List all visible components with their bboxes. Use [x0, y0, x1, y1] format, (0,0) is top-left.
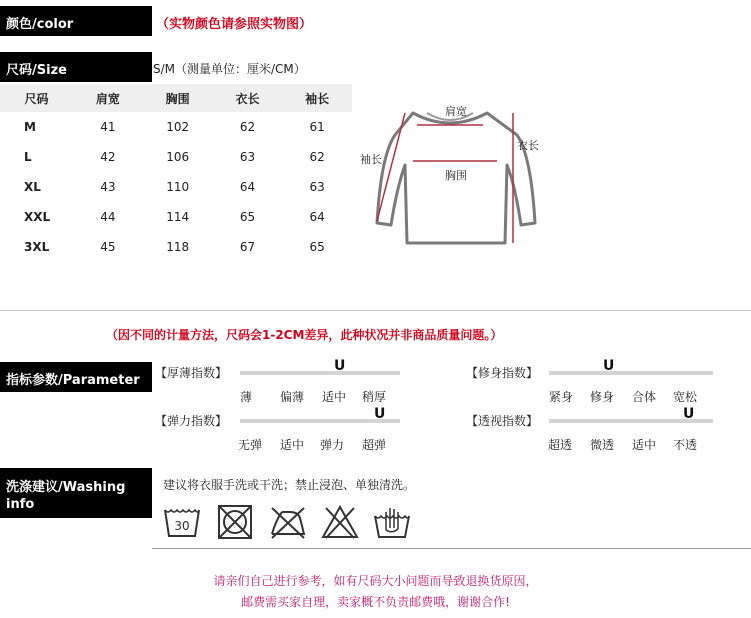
washing-icons — [162, 502, 422, 544]
color-section-header — [0, 6, 152, 36]
washing-section-header — [0, 468, 152, 518]
shoulder-cell: 41 — [100, 120, 116, 134]
washing-heading-line1: 洗涤建议/Washing — [6, 480, 126, 495]
fit-title: 【修身指数】 — [466, 366, 539, 380]
no-tumble-dry-icon — [217, 504, 253, 540]
parameter-section-header — [0, 362, 152, 392]
size-table — [0, 84, 352, 262]
shoulder-cell: 45 — [100, 240, 116, 254]
section-divider — [0, 310, 751, 311]
transparency-option: 适中 — [632, 438, 657, 452]
length-cell: 63 — [239, 150, 256, 164]
transparency-option: 微透 — [590, 438, 615, 452]
transparency-title: 【透视指数】 — [466, 414, 539, 428]
size-cell: XL — [24, 180, 41, 194]
elasticity-option: 弹力 — [320, 438, 345, 452]
footer-line1: 请亲们自己进行参考，如有尺码大小问题而导致退换货原因， — [213, 574, 538, 588]
sleeve-cell: 61 — [309, 120, 325, 134]
size-subtitle: S/M（测量单位：厘米/CM） — [153, 62, 306, 76]
chest-cell: 106 — [166, 150, 190, 164]
chest-cell: 102 — [166, 120, 190, 134]
elasticity-option: 无弹 — [238, 438, 263, 452]
table-row — [0, 172, 352, 202]
thickness-option: 稍厚 — [362, 390, 387, 404]
elasticity-option: 适中 — [280, 438, 305, 452]
size-cell: M — [24, 120, 36, 134]
table-row — [0, 232, 352, 262]
elasticity-option: 超弹 — [362, 438, 387, 452]
table-row — [0, 112, 352, 142]
fit-option: 宽松 — [673, 390, 698, 404]
size-table-header-row — [0, 84, 352, 112]
transparency-marker-icon: U — [683, 406, 695, 422]
length-cell: 65 — [239, 210, 256, 224]
length-label: 衣长 — [517, 139, 539, 152]
sleeve-label: 袖长 — [360, 153, 382, 166]
chest-label: 胸围 — [445, 169, 467, 182]
size-header-cell: 胸围 — [143, 84, 213, 112]
transparency-option: 超透 — [548, 438, 573, 452]
no-bleach-icon — [320, 504, 360, 540]
thickness-option: 薄 — [240, 390, 253, 404]
size-cell: 3XL — [24, 240, 50, 254]
elasticity-title: 【弹力指数】 — [155, 414, 228, 428]
washing-divider — [152, 548, 751, 549]
fit-option: 修身 — [590, 390, 615, 404]
footer-line2: 邮费需买家自理，卖家概不负责邮费哦，谢谢合作! — [241, 595, 510, 609]
table-row — [0, 202, 352, 232]
thickness-option: 适中 — [322, 390, 347, 404]
no-iron-icon — [268, 504, 308, 540]
size-header-cell: 肩宽 — [73, 84, 143, 112]
wash-temp-label: 30 — [174, 519, 190, 533]
size-heading: 尺码/Size — [6, 63, 67, 78]
length-cell: 64 — [239, 180, 256, 194]
size-table-wrap — [0, 84, 352, 262]
chest-cell: 114 — [166, 210, 190, 224]
length-cell: 62 — [239, 120, 256, 134]
shoulder-cell: 44 — [100, 210, 116, 224]
fit-marker-icon: U — [603, 358, 615, 374]
color-note: （实物颜色请参照实物图） — [156, 17, 313, 32]
sleeve-cell: 62 — [309, 150, 325, 164]
table-row — [0, 142, 352, 172]
garment-diagram — [355, 95, 545, 255]
thickness-option: 偏薄 — [280, 390, 305, 404]
length-cell: 67 — [239, 240, 256, 254]
parameter-heading: 指标参数/Parameter — [6, 373, 140, 388]
chest-cell: 110 — [166, 180, 190, 194]
wash-30-icon — [162, 504, 202, 540]
shoulder-label: 肩宽 — [445, 105, 467, 118]
size-header-cell: 袖长 — [282, 84, 352, 112]
washing-text: 建议将衣服手洗或干洗；禁止浸泡、单独清洗。 — [163, 478, 416, 492]
hand-wash-icon — [372, 504, 412, 540]
thickness-marker-icon: U — [334, 358, 346, 374]
sleeve-cell: 64 — [309, 210, 325, 224]
sleeve-cell: 63 — [309, 180, 325, 194]
size-cell: XXL — [24, 210, 51, 224]
fit-option: 合体 — [632, 390, 657, 404]
thickness-track — [240, 371, 400, 375]
fit-option: 紧身 — [549, 390, 574, 404]
transparency-option: 不透 — [673, 438, 698, 452]
shoulder-cell: 43 — [100, 180, 116, 194]
size-cell: L — [24, 150, 32, 164]
thickness-title: 【厚薄指数】 — [155, 366, 228, 380]
washing-heading-line2: info — [6, 497, 35, 512]
size-section-header — [0, 52, 152, 82]
elasticity-marker-icon: U — [374, 406, 386, 422]
sleeve-cell: 65 — [309, 240, 325, 254]
fit-track — [549, 371, 713, 375]
color-heading: 颜色/color — [6, 17, 74, 32]
size-header-cell: 尺码 — [0, 84, 73, 112]
size-notice: （因不同的计量方法，尺码会1-2CM差异，此种状况并非商品质量问题。） — [106, 328, 503, 342]
size-header-cell: 衣长 — [213, 84, 283, 112]
chest-cell: 118 — [166, 240, 190, 254]
shoulder-cell: 42 — [100, 150, 116, 164]
